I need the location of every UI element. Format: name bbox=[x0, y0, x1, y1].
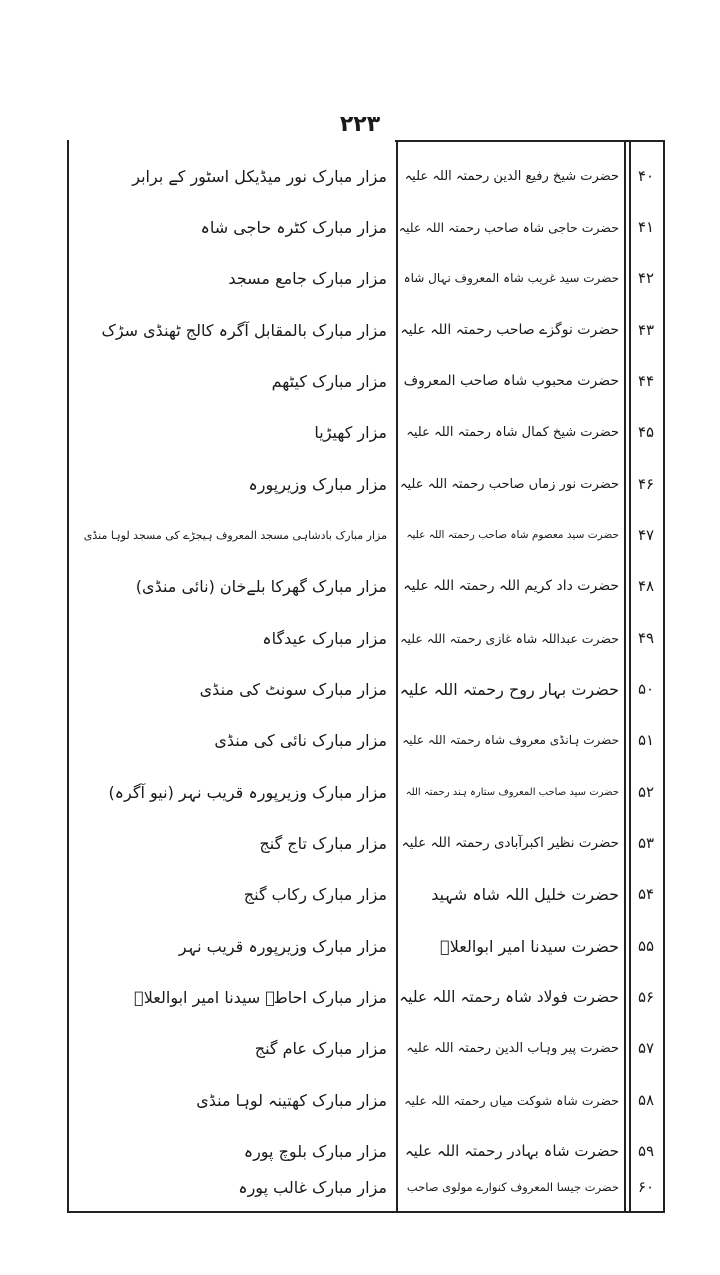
saint-name: حضرت نظیر اکبرآبادی رحمتہ اللہ علیہ bbox=[401, 835, 619, 851]
saint-name: حضرت بہار روح رحمتہ اللہ علیہ bbox=[399, 679, 619, 699]
saint-name: حضرت عبداللہ شاہ غازی رحمتہ اللہ علیہ bbox=[400, 630, 619, 646]
row-number: ۵۱ bbox=[637, 731, 655, 749]
table-row bbox=[69, 1022, 663, 1074]
row-number: ۵۰ bbox=[637, 680, 655, 698]
shrine-location: مزار مبارک کٹرہ حاجی شاہ bbox=[200, 217, 387, 237]
shrine-location: مزار مبارک کیٹھم bbox=[271, 371, 387, 391]
row-number: ۵۵ bbox=[637, 937, 655, 955]
table-row bbox=[69, 817, 663, 869]
shrine-location: مزار مبارک عیدگاہ bbox=[262, 628, 387, 648]
shrine-location: مزار مبارک بالمقابل آگرہ کالج ٹھنڈی سڑک bbox=[101, 320, 387, 340]
page-number: ۲۲۳ bbox=[339, 112, 381, 137]
row-number: ۴۳ bbox=[637, 321, 655, 339]
row-number: ۴۸ bbox=[637, 577, 655, 595]
saint-name: حضرت پیر وہاب الدین رحمتہ اللہ علیہ bbox=[406, 1040, 619, 1056]
saint-name: حضرت سید معصوم شاہ صاحب رحمتہ اللہ علیہ bbox=[406, 529, 619, 541]
table-row bbox=[69, 458, 663, 510]
row-number: ۵۷ bbox=[637, 1039, 655, 1057]
row-number: ۴۵ bbox=[637, 423, 655, 441]
shrine-location: مزار مبارک نور میڈیکل اسٹور کے برابر bbox=[132, 166, 387, 186]
table-row bbox=[69, 920, 663, 972]
table-row bbox=[69, 252, 663, 304]
saint-name: حضرت شاہ بہادر رحمتہ اللہ علیہ bbox=[404, 1142, 619, 1160]
saint-name: حضرت نور زماں صاحب رحمتہ اللہ علیہ bbox=[399, 476, 619, 492]
row-number: ۶۰ bbox=[637, 1178, 655, 1196]
shrine-location: مزار مبارک غالب پورہ bbox=[238, 1177, 387, 1197]
saint-name: حضرت سید صاحب المعروف ستارہ ہند رحمتہ اللہ bbox=[405, 786, 619, 798]
table-row bbox=[69, 714, 663, 766]
row-number: ۵۳ bbox=[637, 834, 655, 852]
row-number: ۵۶ bbox=[637, 988, 655, 1006]
saint-name: حضرت داد کریم اللہ رحمتہ اللہ علیہ bbox=[403, 578, 619, 594]
saint-name: حضرت حاجی شاہ صاحب رحمتہ اللہ علیہ bbox=[399, 219, 619, 235]
table-row bbox=[69, 1161, 663, 1213]
shrine-location: مزار مبارک احاطہ سیدنا امیر ابوالعلاؒ bbox=[134, 987, 387, 1007]
row-number: ۵۹ bbox=[637, 1142, 655, 1160]
saint-name: حضرت فولاد شاہ رحمتہ اللہ علیہ bbox=[399, 988, 619, 1006]
saint-name: حضرت سید غریب شاہ المعروف نہال شاہ bbox=[403, 271, 619, 285]
shrine-location: مزار مبارک وزیرپورہ قریب نہر (نیو آگرہ) bbox=[108, 782, 387, 802]
saint-name: حضرت خلیل اللہ شاہ شہید bbox=[431, 884, 619, 904]
table-row bbox=[69, 406, 663, 458]
row-number: ۵۲ bbox=[637, 783, 655, 801]
table-row bbox=[69, 868, 663, 920]
shrine-location: مزار مبارک کھتینہ لوہا منڈی bbox=[196, 1090, 387, 1110]
row-number: ۵۴ bbox=[637, 885, 655, 903]
table-row bbox=[69, 150, 663, 202]
shrine-location: مزار مبارک بلوچ پورہ bbox=[243, 1141, 387, 1161]
shrine-location: مزار مبارک بادشاہی مسجد المعروف ہیجڑے کی مسجد لوہا منڈی bbox=[83, 528, 387, 542]
shrine-location: مزار کھیڑیا bbox=[314, 422, 387, 442]
table-row bbox=[69, 355, 663, 407]
row-number: ۴۰ bbox=[637, 167, 655, 185]
shrine-location: مزار مبارک عام گنج bbox=[254, 1038, 387, 1058]
shrine-location: مزار مبارک وزیرپورہ bbox=[248, 474, 387, 494]
row-number: ۴۹ bbox=[637, 629, 655, 647]
row-number: ۴۶ bbox=[637, 475, 655, 493]
saint-name: حضرت شاہ شوکت میاں رحمتہ اللہ علیہ bbox=[404, 1092, 619, 1108]
shrine-table bbox=[67, 140, 665, 1213]
saint-name: حضرت سیدنا امیر ابوالعلاؒ bbox=[440, 936, 619, 956]
shrine-location: مزار مبارک رکاب گنج bbox=[243, 884, 387, 904]
saint-name: حضرت شیخ کمال شاہ رحمتہ اللہ علیہ bbox=[406, 424, 619, 440]
row-number: ۴۴ bbox=[637, 372, 655, 390]
shrine-location: مزار مبارک گھرکا بلےخان (نائی منڈی) bbox=[135, 576, 387, 596]
table-row bbox=[69, 1074, 663, 1126]
shrine-location: مزار مبارک تاج گنج bbox=[259, 833, 387, 853]
saint-name: حضرت محبوب شاہ صاحب المعروف bbox=[403, 373, 619, 389]
shrine-location: مزار مبارک سونٹ کی منڈی bbox=[199, 679, 387, 699]
table-row bbox=[69, 509, 663, 561]
saint-name: حضرت ہانڈی معروف شاہ رحمتہ اللہ علیہ bbox=[402, 733, 619, 747]
row-number: ۴۷ bbox=[637, 526, 655, 544]
row-number: ۵۸ bbox=[637, 1091, 655, 1109]
row-number: ۴۱ bbox=[637, 218, 655, 236]
table-row bbox=[69, 560, 663, 612]
saint-name: حضرت شیخ رفیع الدین رحمتہ اللہ علیہ bbox=[404, 168, 619, 184]
shrine-location: مزار مبارک نائی کی منڈی bbox=[214, 730, 387, 750]
table-row bbox=[69, 612, 663, 664]
table-row bbox=[69, 971, 663, 1023]
row-number: ۴۲ bbox=[637, 269, 655, 287]
table-row bbox=[69, 201, 663, 253]
saint-name: حضرت نوگزے صاحب رحمتہ اللہ علیہ bbox=[400, 322, 619, 338]
shrine-location: مزار مبارک وزیرپورہ قریب نہر bbox=[178, 936, 387, 956]
shrine-location: مزار مبارک جامع مسجد bbox=[228, 268, 387, 288]
table-row bbox=[69, 304, 663, 356]
table-row bbox=[69, 663, 663, 715]
table-row bbox=[69, 766, 663, 818]
saint-name: حضرت جیسا المعروف کنوارے مولوی صاحب bbox=[406, 1180, 619, 1194]
